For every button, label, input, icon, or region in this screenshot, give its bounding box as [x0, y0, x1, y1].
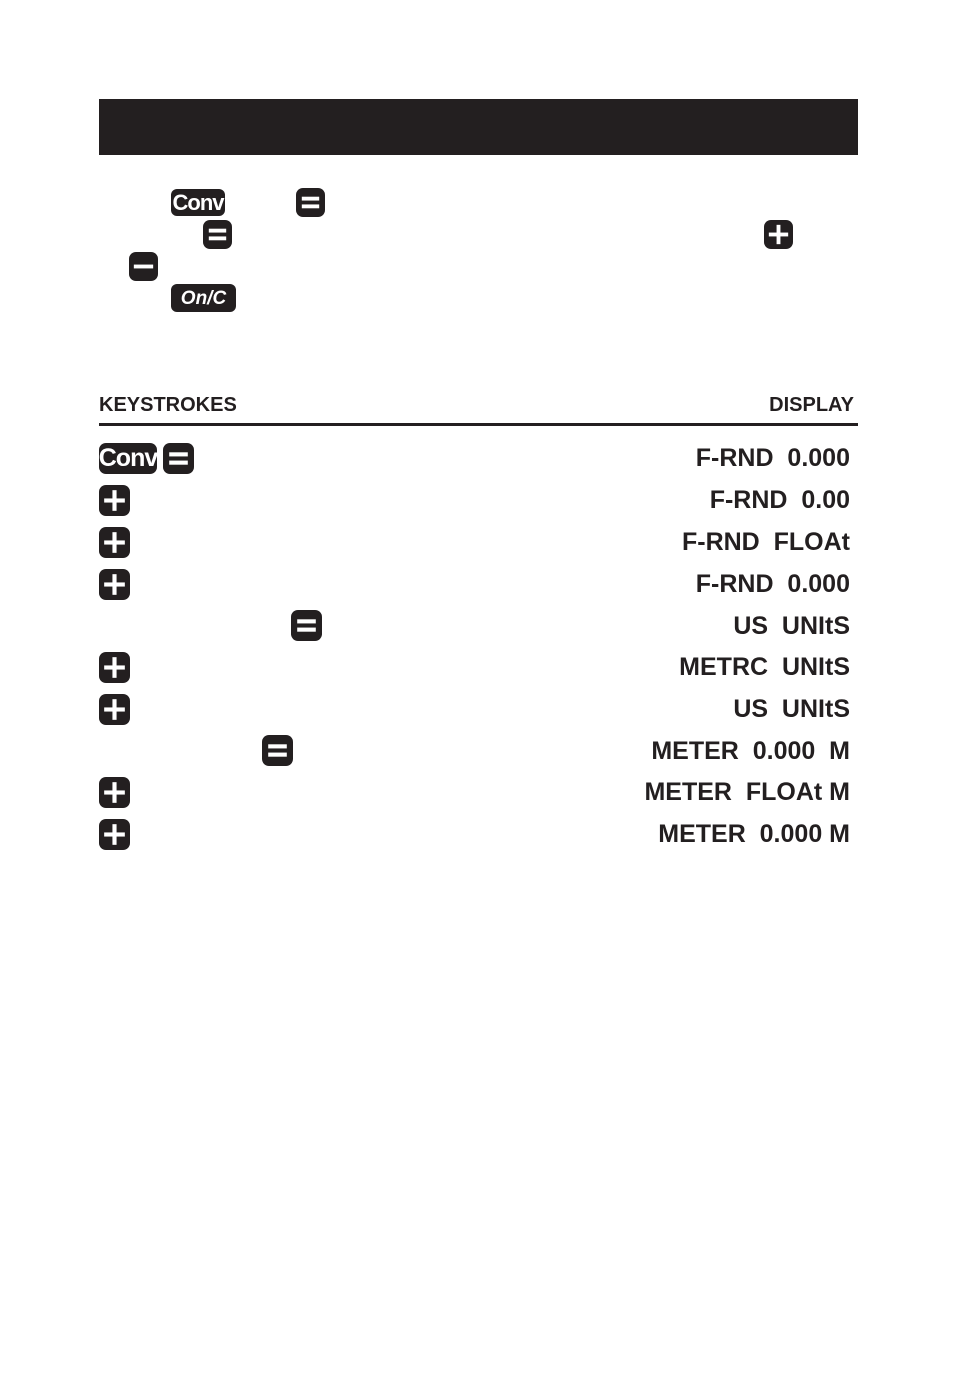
display-value: METER 0.000 M — [658, 820, 850, 848]
section-header-bar — [99, 99, 858, 155]
equals-key-icon — [296, 188, 325, 217]
display-value: F-RND 0.00 — [709, 486, 850, 514]
equals-key-icon — [262, 735, 293, 766]
plus-key-icon — [99, 652, 130, 683]
conv-key-icon: Conv — [172, 189, 224, 215]
conv-key-icon: Conv — [98, 444, 158, 472]
plus-key-icon — [99, 777, 130, 808]
plus-key-icon — [99, 694, 130, 725]
plus-key-icon — [99, 569, 130, 600]
minus-key-icon — [129, 252, 158, 281]
display-column-header: DISPLAY — [769, 394, 854, 416]
plus-key-icon — [99, 819, 130, 850]
display-value: US UNItS — [733, 695, 850, 723]
plus-key-icon — [99, 485, 130, 516]
plus-key-icon — [99, 527, 130, 558]
display-value: F-RND 0.000 — [695, 444, 850, 472]
display-value: US UNItS — [733, 612, 850, 640]
display-value: METER 0.000 M — [651, 737, 850, 765]
display-value: F-RND FLOAt — [681, 528, 850, 556]
equals-key-icon — [291, 610, 322, 641]
on-c-key-icon: On/C — [171, 284, 236, 312]
equals-key-icon — [163, 443, 194, 474]
header-rule — [99, 423, 858, 426]
display-value: METER FLOAt M — [644, 778, 850, 806]
keystrokes-column-header: KEYSTROKES — [99, 394, 237, 416]
display-value: METRC UNItS — [679, 653, 850, 681]
display-value: F-RND 0.000 — [695, 570, 850, 598]
equals-key-icon — [203, 220, 232, 249]
plus-key-icon — [764, 220, 793, 249]
